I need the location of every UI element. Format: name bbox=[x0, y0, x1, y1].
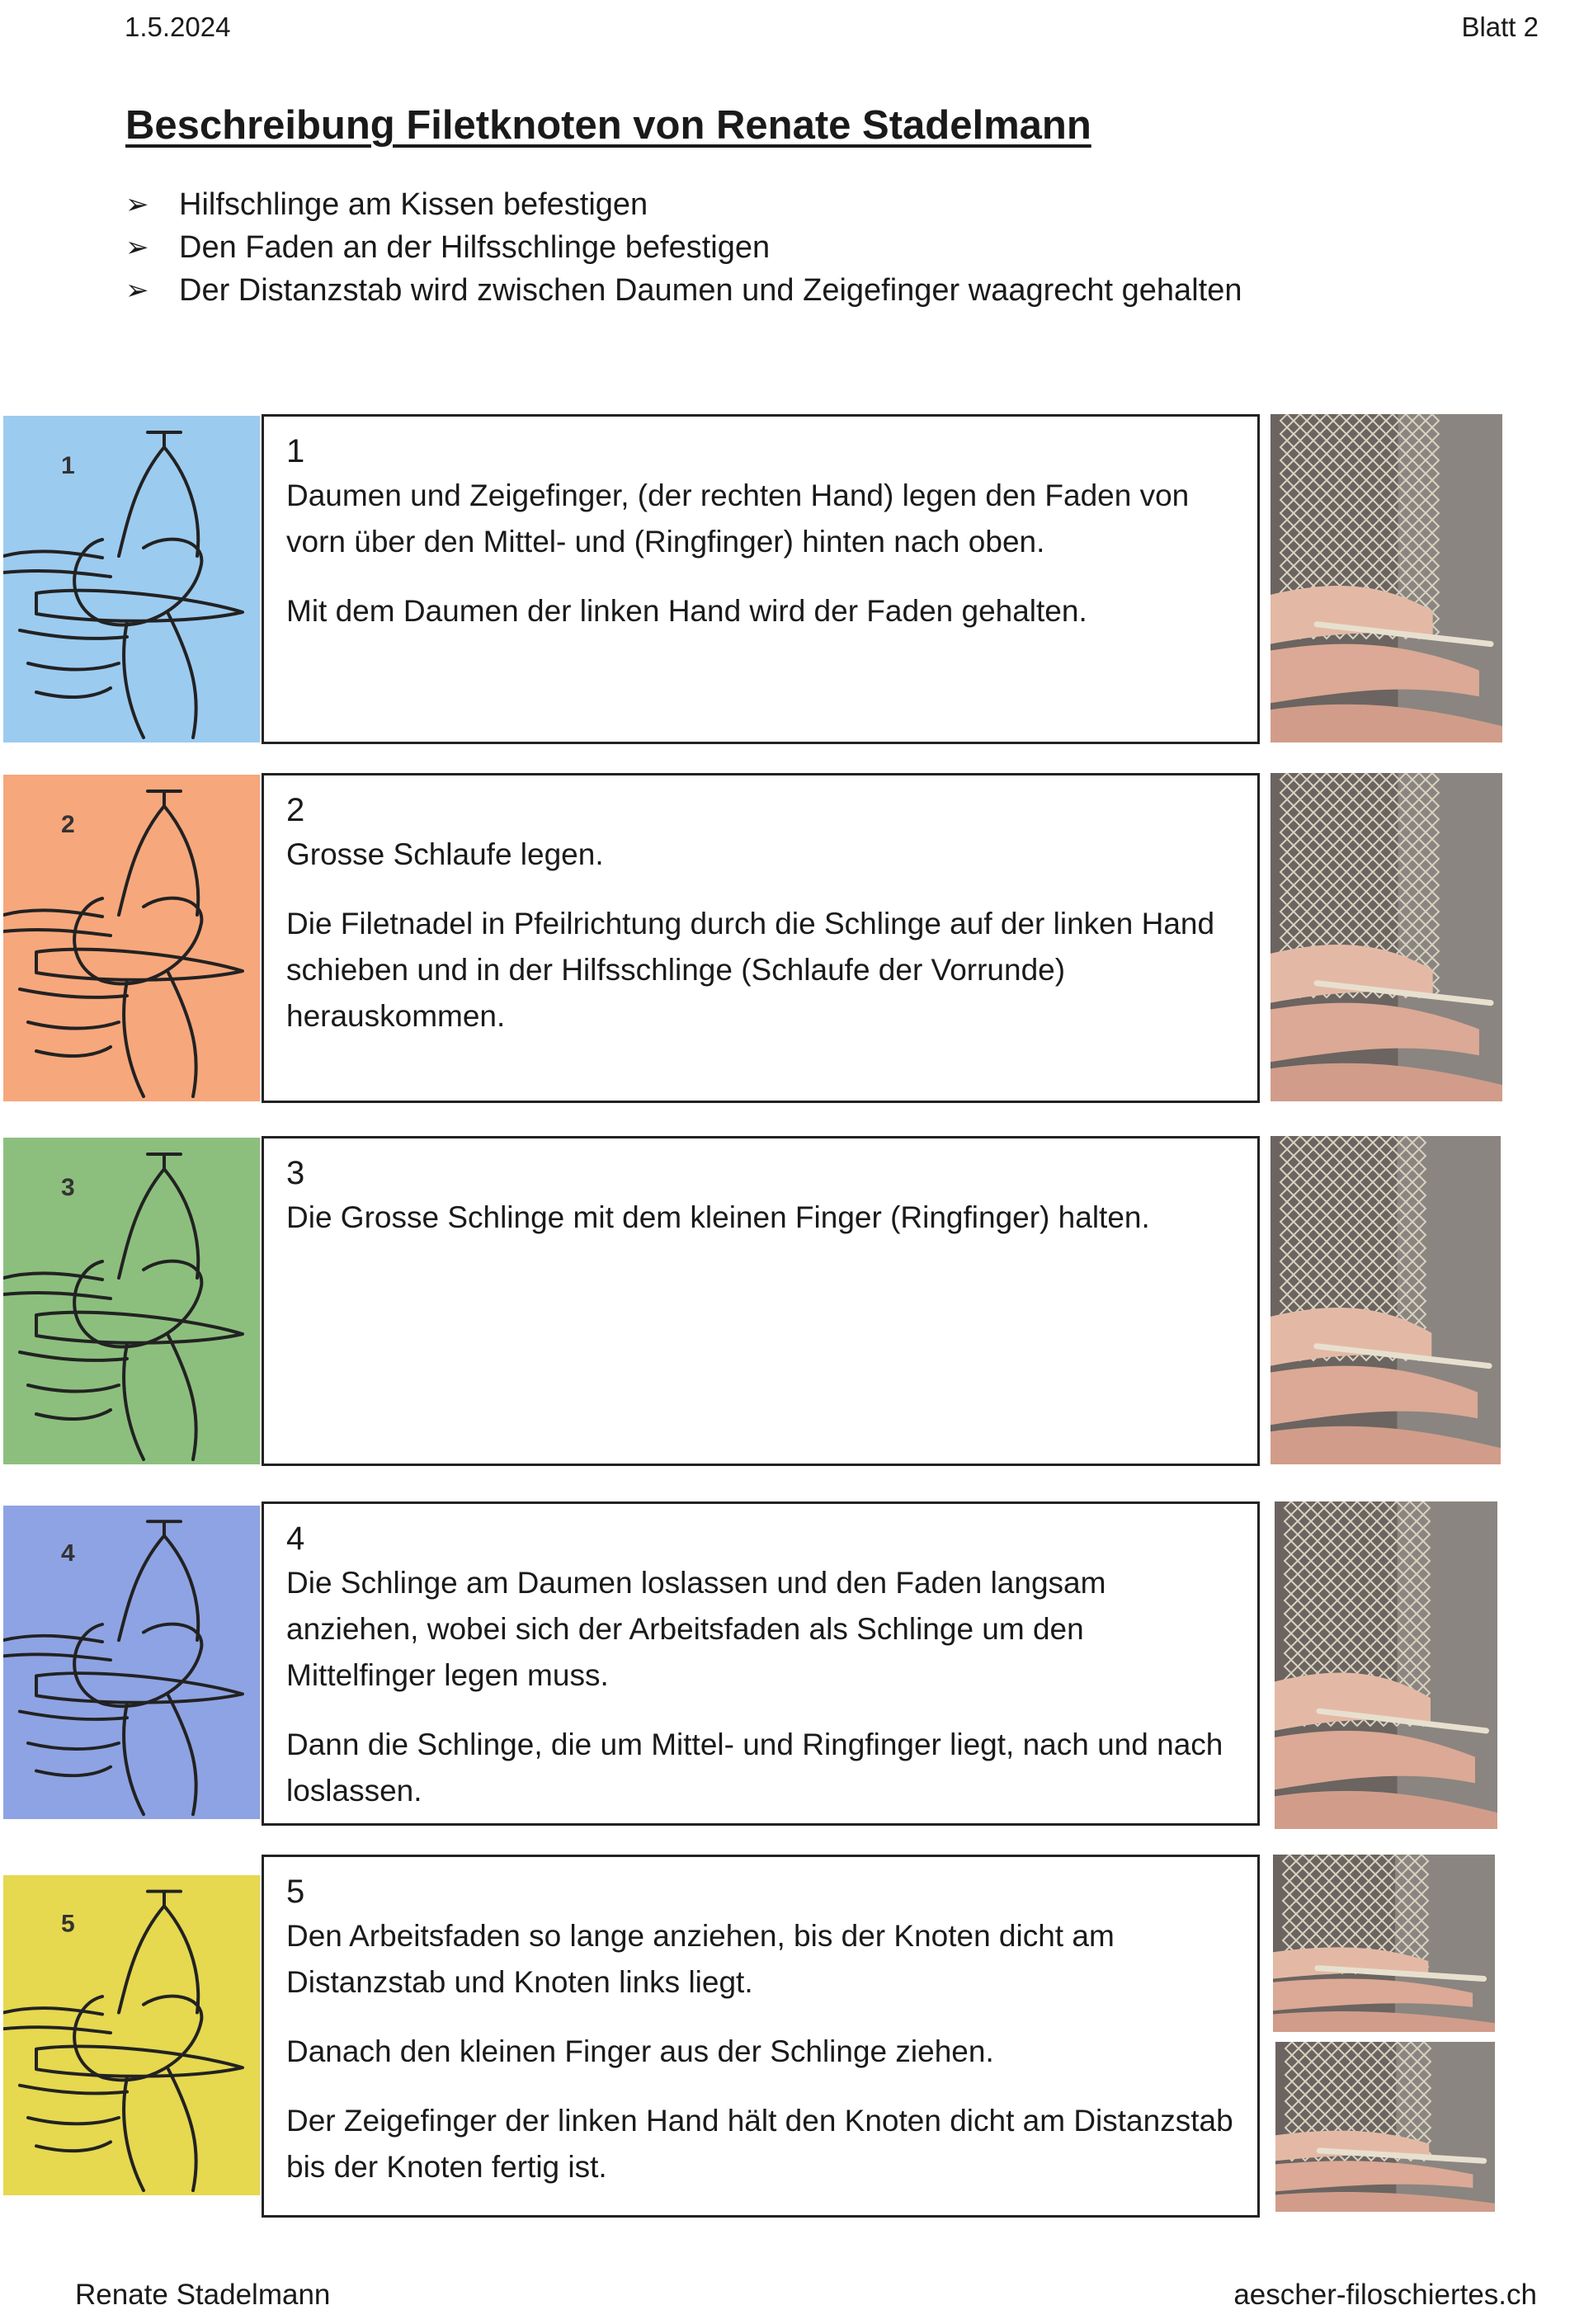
footer-author: Renate Stadelmann bbox=[75, 2279, 331, 2311]
list-item: ➢ Hilfschlinge am Kissen befestigen bbox=[125, 183, 1242, 226]
netting-hand-sketch-icon bbox=[3, 775, 260, 1101]
svg-text:5: 5 bbox=[61, 1910, 75, 1938]
step-paragraph: Daumen und Zeigefinger, (der rechten Hand) legen den Faden von vorn über den Mittel- und (Ringfinger) hinten nach oben. bbox=[286, 478, 1190, 559]
netting-photo-image bbox=[1270, 414, 1502, 742]
netting-hand-sketch-icon bbox=[3, 1138, 260, 1464]
step-1-sketch bbox=[3, 416, 260, 742]
arrow-bullet-icon: ➢ bbox=[125, 232, 149, 263]
step-paragraph: Grosse Schlaufe legen. bbox=[286, 837, 604, 871]
netting-hand-sketch-icon bbox=[3, 1875, 260, 2195]
arrow-bullet-icon: ➢ bbox=[125, 189, 149, 220]
netting-photo-image bbox=[1275, 2042, 1495, 2212]
netting-photo-image bbox=[1275, 1501, 1497, 1829]
step-1-photo bbox=[1270, 414, 1502, 742]
step-2-photo bbox=[1270, 773, 1502, 1101]
step-4-text-box bbox=[262, 1501, 1260, 1826]
list-item: ➢ Der Distanzstab wird zwischen Daumen und Zeigefinger waagrecht gehalten bbox=[125, 269, 1242, 312]
step-paragraph: Der Zeigefinger der linken Hand hält den Knoten dicht am Distanzstab bis der Knoten fertig ist. bbox=[286, 2104, 1233, 2184]
step-number: 1 bbox=[286, 433, 305, 469]
step-1-text-box bbox=[262, 414, 1260, 744]
header-date: 1.5.2024 bbox=[125, 12, 231, 42]
netting-hand-sketch-icon bbox=[3, 416, 260, 742]
svg-text:1: 1 bbox=[61, 452, 75, 479]
svg-text:2: 2 bbox=[61, 811, 75, 838]
netting-photo-image bbox=[1273, 1855, 1495, 2032]
step-number: 2 bbox=[286, 792, 305, 828]
step-5-text-box bbox=[262, 1855, 1260, 2218]
step-number: 5 bbox=[286, 1874, 305, 1910]
intro-bullet-list bbox=[125, 183, 1242, 312]
step-4-sketch bbox=[3, 1506, 260, 1819]
step-3-text-box bbox=[262, 1136, 1260, 1466]
step-5-photo-top bbox=[1273, 1855, 1495, 2032]
svg-text:3: 3 bbox=[61, 1174, 75, 1201]
footer-website: aescher-filoschiertes.ch bbox=[1233, 2279, 1537, 2311]
step-paragraph: Mit dem Daumen der linken Hand wird der Faden gehalten. bbox=[286, 594, 1087, 628]
step-2-sketch bbox=[3, 775, 260, 1101]
step-3-sketch bbox=[3, 1138, 260, 1464]
step-paragraph: Danach den kleinen Finger aus der Schlinge ziehen. bbox=[286, 2034, 994, 2068]
step-number: 4 bbox=[286, 1520, 305, 1557]
netting-photo-image bbox=[1270, 1136, 1501, 1464]
step-3-photo bbox=[1270, 1136, 1501, 1464]
step-paragraph: Den Arbeitsfaden so lange anziehen, bis der Knoten dicht am Distanzstab und Knoten links liegt. bbox=[286, 1919, 1115, 1999]
step-paragraph: Die Grosse Schlinge mit dem kleinen Finger (Ringfinger) halten. bbox=[286, 1200, 1150, 1234]
svg-text:4: 4 bbox=[61, 1539, 75, 1567]
step-paragraph: Die Schlinge am Daumen loslassen und den Faden langsam anziehen, wobei sich der Arbeitsfaden als Schlinge um den Mittelfinger legen muss. bbox=[286, 1566, 1106, 1692]
netting-hand-sketch-icon bbox=[3, 1506, 260, 1819]
page-title: Beschreibung Filetknoten von Renate Stadelmann bbox=[125, 103, 1091, 148]
header-sheet-number: Blatt 2 bbox=[1461, 12, 1539, 42]
step-4-photo bbox=[1275, 1501, 1497, 1829]
step-2-text-box bbox=[262, 773, 1260, 1103]
netting-photo-image bbox=[1270, 773, 1502, 1101]
list-item: ➢ Den Faden an der Hilfsschlinge befestigen bbox=[125, 226, 1242, 269]
step-5-photo-bottom bbox=[1275, 2042, 1495, 2212]
arrow-bullet-icon: ➢ bbox=[125, 275, 149, 306]
step-number: 3 bbox=[286, 1155, 305, 1191]
step-5-sketch bbox=[3, 1875, 260, 2195]
step-paragraph: Dann die Schlinge, die um Mittel- und Ringfinger liegt, nach und nach loslassen. bbox=[286, 1728, 1223, 1808]
step-paragraph: Die Filetnadel in Pfeilrichtung durch die Schlinge auf der linken Hand schieben und in der Hilfsschlinge (Schlaufe der Vorrunde) herauskommen. bbox=[286, 907, 1215, 1033]
